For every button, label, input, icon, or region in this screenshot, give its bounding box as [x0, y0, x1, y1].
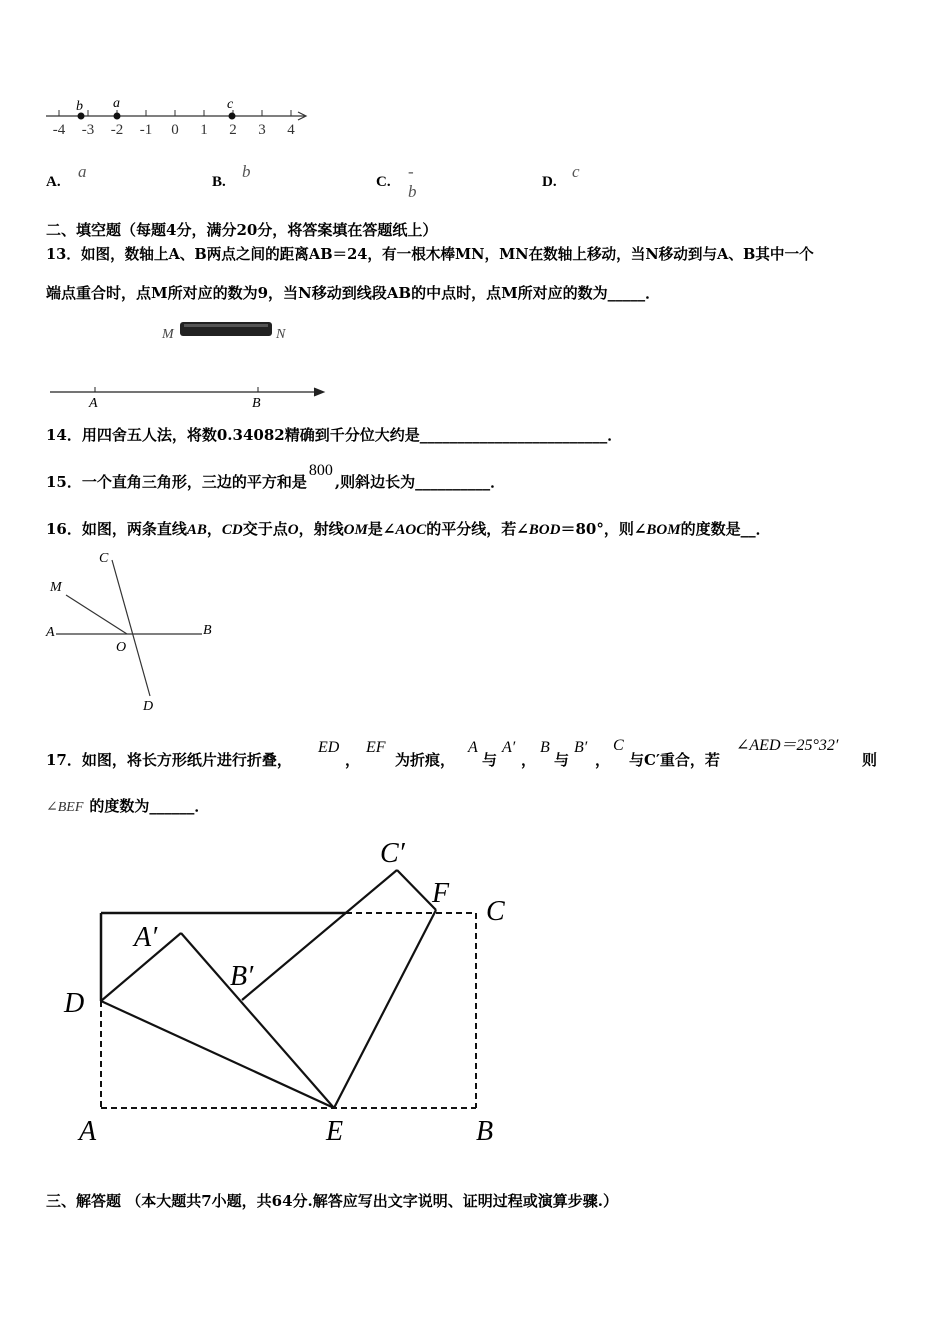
- label-m: M: [50, 580, 62, 595]
- q17-c: C: [613, 737, 624, 754]
- tick-label: -1: [139, 122, 153, 138]
- q16-part7: 的度数是__．: [680, 520, 771, 538]
- label-d: D: [64, 988, 85, 1019]
- point-label-a: a: [113, 96, 120, 111]
- tick-label: -3: [81, 122, 95, 138]
- q17-b: B: [540, 739, 550, 756]
- q17-a-prime: A′: [502, 739, 516, 756]
- q17-sep3: ，: [595, 751, 611, 769]
- q17-t4: 的度数为______．: [89, 797, 210, 815]
- tick-label: 0: [171, 122, 179, 138]
- q16-cd: CD: [221, 522, 243, 538]
- q17-line1: [46, 736, 926, 780]
- tick-label: 4: [287, 122, 295, 138]
- label-m: M: [162, 327, 174, 342]
- q17-line2: [46, 796, 209, 818]
- q14-text: 14．用四舍五人法，将数0.34082精确到千分位大约是_________________________．: [46, 426, 623, 444]
- option-c-value: - b: [408, 162, 417, 201]
- q16-part3: ，射线: [298, 520, 344, 538]
- label-b: B: [252, 396, 261, 411]
- q16-part1: 16．如图，两条直线: [46, 520, 187, 538]
- q16-bom: BOM: [646, 522, 681, 538]
- q17-figure: [0, 830, 560, 1150]
- q17-ef: EF: [366, 739, 386, 756]
- label-e: E: [326, 1116, 344, 1147]
- q15-pre: 15．一个直角三角形，三边的平方和是: [46, 473, 307, 491]
- q17-yu1: 与: [482, 751, 498, 769]
- q13-figure: [0, 310, 400, 410]
- option-a-letter: A.: [46, 174, 61, 190]
- q17-t2: 与C′重合，若: [629, 751, 720, 769]
- label-f: F: [432, 878, 450, 909]
- q17-sep1: ，: [345, 751, 361, 769]
- section3-title: 三、解答题 （本大题共7小题，共64分.解答应写出文字说明、证明过程或演算步骤.）: [46, 1192, 618, 1210]
- label-b: B: [203, 623, 212, 638]
- q16-bod: BOD: [528, 522, 561, 538]
- q15-number: 800: [308, 462, 333, 479]
- q17-t1: 为折痕，: [395, 751, 456, 769]
- label-c-prime: C′: [380, 838, 405, 869]
- q16-o: O: [287, 522, 299, 538]
- option-c-letter: C.: [376, 174, 391, 190]
- q16-figure: [0, 540, 300, 720]
- q17-pre: 17．如图，将长方形纸片进行折叠，: [46, 751, 292, 769]
- label-c: C: [99, 551, 109, 566]
- q16-part6: ＝80°，则∠: [560, 520, 647, 538]
- q15-post: ,则斜边长为__________．: [334, 473, 506, 491]
- tick-label: 3: [258, 122, 266, 138]
- option-b-value: b: [242, 162, 251, 181]
- label-n: N: [276, 327, 286, 342]
- option-b-letter: B.: [212, 174, 226, 190]
- label-b-prime: B′: [230, 961, 254, 992]
- q17-bef: ∠BEF: [46, 800, 84, 815]
- tick-label: 1: [200, 122, 208, 138]
- label-b: B: [476, 1116, 494, 1147]
- tick-label: -4: [52, 122, 66, 138]
- q17-angle: ∠AED＝25°32′: [736, 737, 839, 754]
- point-c: [229, 113, 236, 120]
- q17-yu2: 与: [554, 751, 570, 769]
- number-line-top: [0, 0, 950, 140]
- point-a: [114, 113, 121, 120]
- q16-comma: ，: [206, 520, 222, 538]
- q17-a: A: [468, 739, 478, 756]
- tick-label: -2: [110, 122, 124, 138]
- option-d-letter: D.: [542, 174, 557, 190]
- label-a-prime: A′: [134, 922, 158, 953]
- q16-part5: 的平分线，若∠: [426, 520, 529, 538]
- label-c: C: [486, 896, 505, 927]
- q16-om: OM: [343, 522, 368, 538]
- point-label-b: b: [76, 99, 83, 114]
- point-label-c: c: [227, 97, 234, 112]
- q16-text: [46, 519, 771, 540]
- q16-part4: 是∠: [367, 520, 396, 538]
- q17-sep2: ，: [521, 751, 537, 769]
- q13-line2: 端点重合时，点M所对应的数为9，当N移动到线段AB的中点时，点M所对应的数为_____．: [46, 284, 661, 302]
- q16-ab: AB: [186, 522, 207, 538]
- tick-label: 2: [229, 122, 237, 138]
- section2-title: 二、填空题（每题4分，满分20分，将答案填在答题纸上）: [46, 221, 438, 239]
- label-d: D: [143, 699, 154, 714]
- q13-line1: 13．如图，数轴上A、B两点之间的距离AB＝24，有一根木棒MN，MN在数轴上移动，当N移动到与A、B其中一个: [46, 246, 814, 263]
- q16-part2: 交于点: [242, 520, 288, 538]
- label-a: A: [89, 396, 98, 411]
- q15-text: [46, 462, 506, 493]
- option-d-value: c: [572, 162, 580, 181]
- q17-ed: ED: [318, 739, 340, 756]
- q16-aoc: AOC: [395, 522, 427, 538]
- label-o: O: [116, 640, 127, 655]
- q17-b-prime: B′: [574, 739, 588, 756]
- option-a-value: a: [78, 162, 87, 181]
- q17-t3: 则: [862, 751, 878, 769]
- label-a: A: [79, 1116, 97, 1147]
- label-a: A: [46, 625, 55, 640]
